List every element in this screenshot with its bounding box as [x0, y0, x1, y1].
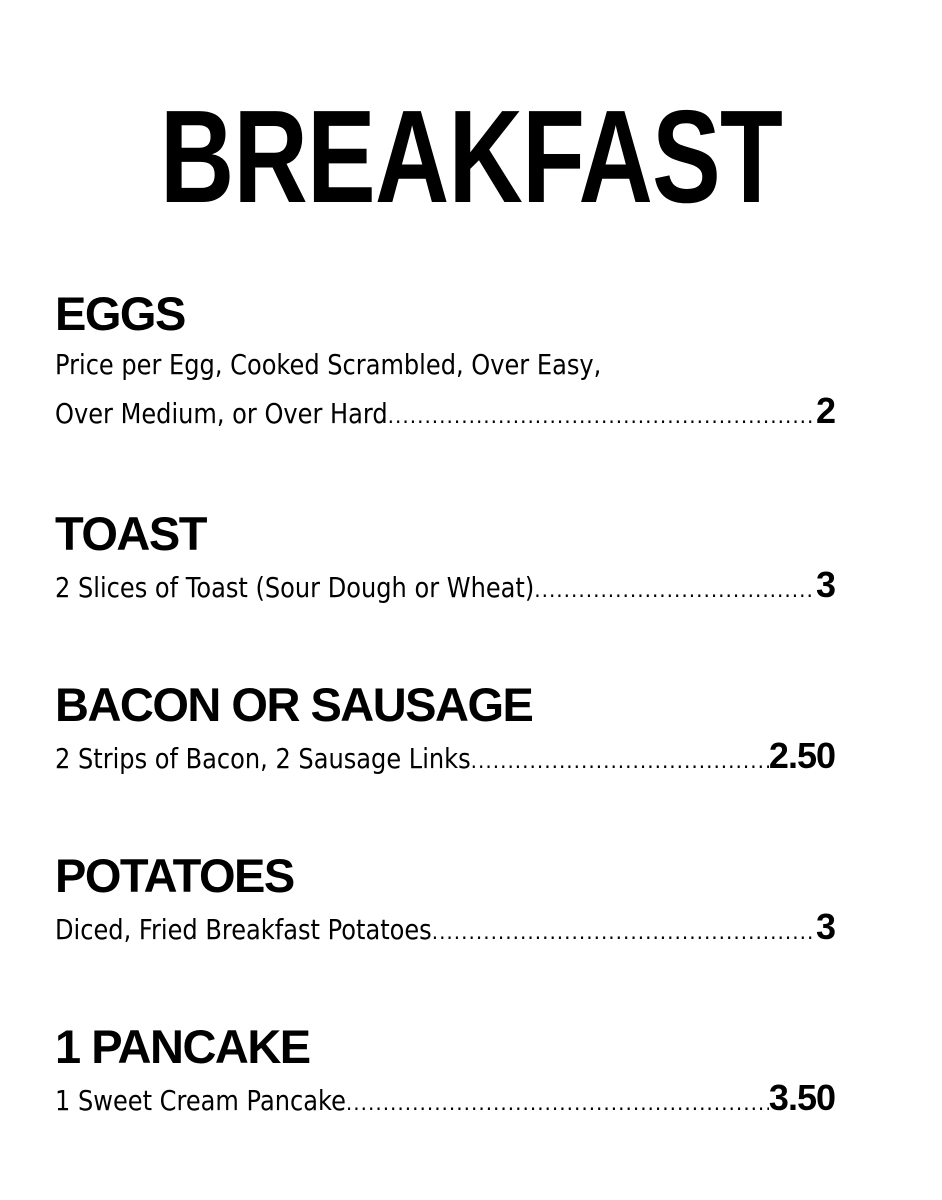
dot-leader — [534, 567, 816, 613]
item-price: 3 — [815, 906, 835, 947]
item-name: POTATOES — [55, 849, 294, 902]
dot-leader — [432, 909, 816, 955]
dot-leader — [471, 738, 769, 784]
item-name: 1 PANCAKE — [55, 1020, 310, 1073]
item-price: 2 — [815, 390, 835, 431]
item-name: BACON OR SAUSAGE — [55, 678, 533, 731]
menu-item-toast — [55, 506, 835, 608]
item-description-line: Diced, Fried Breakfast Potatoes — [55, 913, 432, 946]
price-row — [55, 562, 835, 608]
item-name: EGGS — [55, 287, 185, 340]
menu-item-bacon-or-sausage — [55, 677, 835, 779]
item-price: 3 — [815, 564, 835, 605]
dot-leader — [388, 393, 816, 439]
price-row — [55, 904, 835, 950]
price-row — [55, 388, 835, 434]
item-price: 3.50 — [768, 1077, 835, 1118]
item-description-line: 2 Slices of Toast (Sour Dough or Wheat) — [55, 571, 535, 604]
price-row — [55, 733, 835, 779]
price-row — [55, 1075, 835, 1121]
item-description-line: Over Medium, or Over Hard — [55, 397, 388, 430]
menu-item-eggs — [55, 286, 835, 434]
item-description-line: 1 Sweet Cream Pancake — [55, 1084, 346, 1117]
item-price: 2.50 — [768, 735, 835, 776]
menu-item-potatoes — [55, 848, 835, 950]
menu-title: BREAKFAST — [159, 83, 783, 230]
item-description-line: 2 Strips of Bacon, 2 Sausage Links — [55, 742, 471, 775]
menu-item-pancake — [55, 1019, 835, 1121]
item-name: TOAST — [55, 507, 206, 560]
dot-leader — [346, 1080, 769, 1126]
item-description-line: Price per Egg, Cooked Scrambled, Over Easy, — [55, 348, 602, 381]
